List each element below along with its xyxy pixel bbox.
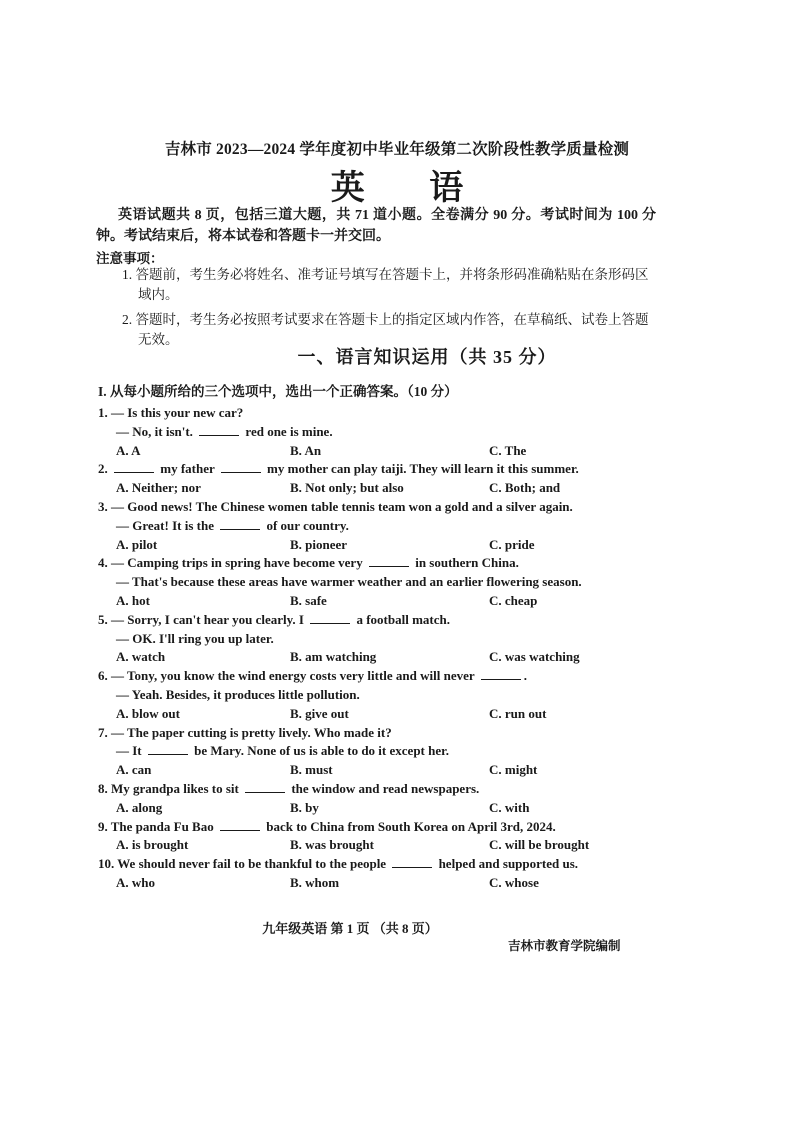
question-item	[98, 780, 658, 818]
question-number: 4.	[98, 555, 111, 571]
question-item	[98, 611, 658, 667]
page-footer: 九年级英语 第 1 页 （共 8 页）	[262, 921, 438, 936]
question-item	[98, 498, 658, 554]
answer-option: B. am watching	[290, 649, 377, 665]
answer-options	[98, 799, 658, 818]
answer-blank	[392, 855, 432, 868]
answer-options	[98, 836, 658, 855]
question-item	[98, 724, 658, 780]
question-text: — Is this your new car?	[111, 405, 244, 420]
part-title: I. 从每小题所给的三个选项中，选出一个正确答案。（10 分）	[98, 384, 458, 399]
question-text: of our country.	[263, 517, 349, 533]
question-text: the window and read newspapers.	[288, 780, 480, 796]
answer-option: C. Both; and	[489, 480, 561, 496]
answer-option: B. give out	[290, 705, 349, 721]
answer-options	[98, 442, 658, 461]
answer-option: A. is brought	[116, 837, 189, 853]
question-line	[98, 554, 658, 573]
question-number: 3.	[98, 498, 111, 514]
answer-option: C. whose	[489, 874, 539, 890]
question-text: in southern China.	[411, 555, 519, 571]
answer-option: A. pilot	[116, 536, 158, 552]
question-text: my father	[157, 461, 218, 477]
question-line	[98, 855, 658, 874]
answer-blank	[310, 611, 350, 624]
answer-option: C. The	[489, 442, 527, 458]
question-number: 7.	[98, 724, 111, 740]
answer-option: A. hot	[116, 592, 150, 608]
question-line	[98, 724, 658, 743]
question-item	[98, 855, 658, 893]
question-text: — It	[116, 743, 145, 759]
answer-option: C. cheap	[489, 592, 538, 608]
answer-option: B. safe	[290, 592, 327, 608]
answer-option: A. along	[116, 799, 163, 815]
question-line	[98, 686, 658, 705]
answer-blank	[199, 423, 239, 436]
question-text: — Yeah. Besides, it produces little pollution.	[116, 686, 360, 702]
question-number: 10.	[98, 856, 118, 872]
answer-blank	[245, 780, 285, 793]
answer-blank	[369, 554, 409, 567]
section-title: 一、语言知识运用（共 35 分）	[297, 347, 557, 367]
answer-option: B. pioneer	[290, 536, 348, 552]
answer-option: B. by	[290, 799, 319, 815]
question-text: — That's because these areas have warmer weather and an earlier flowering season.	[116, 574, 582, 590]
answer-blank	[220, 818, 260, 831]
question-text: be Mary. None of us is able to do it except her.	[190, 743, 449, 759]
notice-heading: 注意事项：	[96, 251, 164, 266]
answer-option: B. was brought	[290, 837, 374, 853]
question-item	[98, 404, 658, 460]
question-number: 2.	[98, 461, 111, 477]
question-line	[98, 818, 658, 837]
question-line	[98, 667, 658, 686]
question-text: The panda Fu Bao	[110, 818, 217, 834]
question-text: helped and supported us.	[435, 856, 579, 872]
answer-options	[98, 648, 658, 667]
answer-option: A. A	[116, 442, 141, 458]
answer-blank	[114, 460, 154, 473]
question-number: 5.	[98, 611, 111, 627]
question-line	[98, 780, 658, 799]
answer-options	[98, 479, 658, 498]
question-text: — Great! It is the	[116, 517, 218, 533]
question-text: .	[523, 668, 527, 684]
notice-item: 2. 答题时，考生务必按照考试要求在答题卡上的指定区域内作答，在草稿纸、试卷上答题无效。	[122, 312, 649, 347]
question-number: 8.	[98, 780, 111, 796]
answer-options	[98, 761, 658, 780]
subject-title: 英 语	[330, 170, 492, 207]
question-line	[98, 573, 658, 592]
question-item	[98, 818, 658, 856]
question-text: — Sorry, I can't hear you clearly. I	[111, 611, 308, 627]
answer-option: C. might	[489, 762, 538, 778]
question-line	[98, 742, 658, 761]
answer-option: A. watch	[116, 649, 166, 665]
question-line	[98, 460, 658, 479]
answer-option: A. can	[116, 762, 152, 778]
question-text: My grandpa likes to sit	[111, 780, 243, 796]
answer-blank	[220, 517, 260, 530]
answer-options	[98, 592, 658, 611]
question-text: — Good news! The Chinese women table tennis team won a gold and a silver again.	[111, 498, 573, 514]
question-line	[98, 517, 658, 536]
question-text: — No, it isn't.	[116, 423, 197, 439]
question-text: — OK. I'll ring you up later.	[116, 630, 274, 646]
question-line	[98, 498, 658, 517]
question-text: a football match.	[353, 611, 450, 627]
question-text: red one is mine.	[242, 423, 333, 439]
answer-option: C. will be brought	[489, 837, 590, 853]
question-item	[98, 667, 658, 723]
answer-option: B. An	[290, 442, 322, 458]
answer-option: B. Not only; but also	[290, 480, 404, 496]
question-number: 6.	[98, 668, 111, 684]
question-line	[98, 404, 658, 423]
exam-intro: 英语试题共 8 页，包括三道大题，共 71 道小题。全卷满分 90 分。考试时间为 100 分钟。考试结束后，将本试卷和答题卡一并交回。	[96, 208, 656, 244]
question-text: — Camping trips in spring have become very	[111, 555, 366, 571]
answer-options	[98, 536, 658, 555]
answer-blank	[481, 667, 521, 680]
answer-option: B. whom	[290, 874, 340, 890]
answer-blank	[221, 460, 261, 473]
compiler-credit: 吉林市教育学院编制	[508, 939, 621, 953]
question-item	[98, 460, 658, 498]
question-text: back to China from South Korea on April 3rd, 2024.	[262, 818, 556, 834]
question-text: my mother can play taiji. They will learn it this summer.	[263, 461, 579, 477]
answer-option: C. with	[489, 799, 530, 815]
answer-blank	[148, 742, 188, 755]
answer-option: A. blow out	[116, 705, 180, 721]
question-text: — Tony, you know the wind energy costs very little and will never	[111, 668, 478, 684]
question-text: We should never fail to be thankful to the people	[117, 856, 390, 872]
question-line	[98, 611, 658, 630]
answer-option: C. pride	[489, 536, 535, 552]
notice-list	[122, 265, 650, 355]
question-number: 9.	[98, 818, 111, 834]
answer-option: C. was watching	[489, 649, 580, 665]
answer-option: A. Neither; nor	[116, 480, 201, 496]
notice-item: 1. 答题前，考生务必将姓名、准考证号填写在答题卡上，并将条形码准确粘贴在条形码区域内。	[122, 267, 649, 302]
answer-option: C. run out	[489, 705, 547, 721]
question-text: — The paper cutting is pretty lively. Who made it?	[111, 724, 392, 740]
question-number: 1.	[98, 405, 111, 420]
answer-option: A. who	[116, 874, 156, 890]
answer-options	[98, 705, 658, 724]
exam-title: 吉林市 2023—2024 学年度初中毕业年级第二次阶段性教学质量检测	[164, 141, 630, 158]
answer-options	[98, 874, 658, 893]
question-item	[98, 554, 658, 610]
question-list	[98, 404, 658, 893]
question-line	[98, 630, 658, 649]
answer-option: B. must	[290, 762, 333, 778]
question-line	[98, 423, 658, 442]
